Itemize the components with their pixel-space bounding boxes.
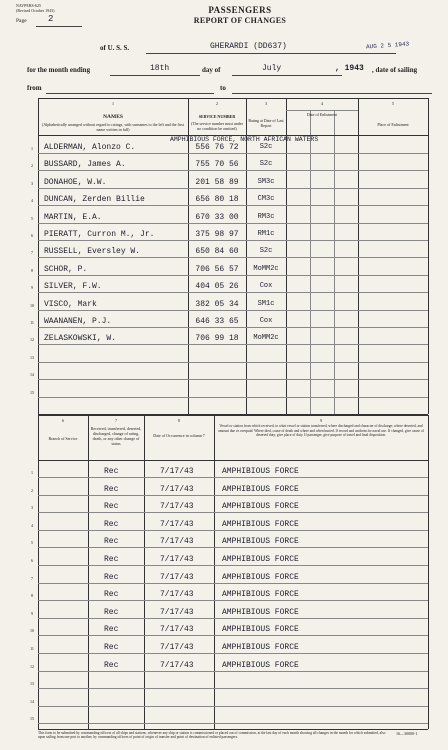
row-date: 7/17/43 [160,537,194,547]
row-disposition: AMPHIBIOUS FORCE [222,502,299,512]
row-number: 4 [31,198,33,204]
row-date: 7/17/43 [160,590,194,600]
row-rule [38,671,428,672]
row-service-number: 706 56 57 [195,264,239,274]
form-code: NAVPERS-625 [16,3,42,8]
col2-title: SERVICE NUMBER [198,114,236,119]
row-number: 10 [30,302,34,308]
row-number: 11 [30,320,34,325]
row-rating: SM1c [257,299,275,308]
row-number: 10 [30,628,34,634]
col2-note: (The service number must under no condition be omitted) [191,121,243,131]
row-date: 7/17/43 [160,572,194,582]
row-status: Rec [104,555,119,564]
uss-label: of U. S. S. [100,44,130,52]
row-date: 7/17/43 [160,607,194,617]
row-status: Rec [104,607,119,617]
bottom-table-bottom [38,729,428,730]
row-rating: MoMM2c [253,264,279,273]
row-disposition: AMPHIBIOUS FORCE [222,625,299,635]
row-status: Rec [104,502,119,512]
row-service-number: 201 58 89 [195,177,239,187]
sailing-label: , date of sailing [372,66,418,74]
row-name: PIERATT, Curron M., Jr. [44,230,155,239]
col3-num: 3 [265,101,267,106]
col5-title: Place of Enlistment [377,122,409,127]
row-disposition: AMPHIBIOUS FORCE [222,643,299,652]
row-rating: CM3c [257,195,275,204]
page-number: 2 [48,14,54,24]
row-rule [38,583,428,584]
month-value: July [262,64,282,73]
row-rule [38,547,428,548]
row-number: 12 [30,663,34,669]
row-number: 7 [31,575,33,581]
row-disposition: AMPHIBIOUS FORCE [222,467,299,476]
row-disposition: AMPHIBIOUS FORCE [222,607,299,617]
row-number: 7 [31,250,33,256]
row-name: SILVER, F.W. [44,282,102,292]
row-number: 8 [31,267,33,273]
row-date: 7/17/43 [160,484,194,494]
row-name: RUSSELL, Eversley W. [44,247,141,257]
row-number: 3 [31,505,33,511]
row-rule [38,477,428,478]
from-label: from [27,84,42,92]
bottom-header-rule [38,460,428,461]
row-rule [38,530,428,531]
row-number: 5 [31,540,33,546]
col8-num: 8 [178,418,180,423]
row-number: 5 [31,215,33,221]
row-name: ALDERMAN, Alonzo C. [44,143,136,152]
row-rule [38,635,428,636]
row-status: Rec [104,660,119,670]
row-number: 13 [30,681,34,687]
row-service-number: 670 33 00 [195,212,239,222]
row-disposition: AMPHIBIOUS FORCE [222,590,299,600]
bottom-col-rule [88,415,89,729]
row-rule [38,495,428,496]
row-number: 1 [31,470,33,475]
to-label: to [220,84,226,92]
col6-title: Branch of Service [48,436,78,441]
col9-num: 9 [320,418,322,423]
row-number: 6 [31,558,33,563]
col2-num: 2 [216,101,218,106]
row-name: MARTIN, E.A. [44,212,102,222]
row-name: ZELASKOWSKI, W. [44,334,117,344]
bottom-col-rule [428,415,429,729]
row-rule [38,723,428,724]
row-number: 8 [31,593,33,599]
month-label: for the month ending [27,66,91,74]
row-rating: RM1c [257,230,275,238]
col1-title: NAMES [103,114,123,120]
row-rule [38,653,428,654]
row-number: 11 [30,646,34,651]
row-rule [38,688,428,689]
row-service-number: 656 80 18 [195,195,239,205]
row-rating: Cox [259,282,273,291]
row-name: SCHOR, P. [44,264,88,274]
row-status: Rec [104,519,119,529]
page-label: Page [16,18,27,24]
row-status: Rec [104,625,119,635]
row-number: 15 [30,389,34,395]
row-service-number: 646 33 65 [195,317,239,326]
row-name: BUSSARD, James A. [44,160,126,170]
row-rating: S2c [259,143,273,151]
col8-title: Date of Occurrence in column 7 [153,433,205,438]
row-disposition: AMPHIBIOUS FORCE [222,519,299,529]
row-rule [38,565,428,566]
row-rule [38,600,428,601]
row-rating: Cox [259,317,273,325]
row-service-number: 706 99 18 [195,334,239,344]
row-date: 7/17/43 [160,467,194,476]
col4-num: 4 [321,101,323,106]
ship-name: GHERARDI (DD637) [210,42,287,51]
row-number: 6 [31,233,33,238]
row-rule [38,512,428,513]
col1-num: 1 [112,101,114,106]
row-disposition: AMPHIBIOUS FORCE [222,572,299,582]
row-rating: S2c [259,160,273,169]
row-status: Rec [104,643,119,652]
row-service-number: 650 84 60 [195,247,239,257]
row-date: 7/17/43 [160,625,194,635]
row-status: Rec [104,484,119,494]
row-number: 1 [31,146,33,151]
col7-title: Received, transferred, deserted, discharged, change of rating, death, or any other change of status [90,426,142,446]
row-service-number: 755 70 56 [195,160,239,170]
row-rule [38,618,428,619]
year-value: , 1943 [335,64,364,73]
row-status: Rec [104,467,119,476]
received-stamp: AUG 2 5 1943 [365,40,410,51]
form-subtitle: REPORT OF CHANGES [193,16,287,25]
row-number: 15 [30,716,34,722]
row-name: WAANANEN, P.J. [44,317,112,326]
row-number: 13 [30,354,34,360]
row-number: 12 [30,337,34,343]
row-number: 2 [31,487,33,493]
form-revised: (Revised October 1943) [16,8,55,13]
row-name: VISCO, Mark [44,299,97,309]
col7-num: 7 [115,418,117,423]
col3-title: Rating at Date of Last Report [248,118,284,128]
col6-num: 6 [62,418,64,423]
row-date: 7/17/43 [160,643,194,652]
bottom-col-rule [214,415,215,729]
row-disposition: AMPHIBIOUS FORCE [222,484,299,494]
row-rating: SM3c [257,177,275,186]
row-service-number: 382 05 34 [195,299,239,309]
row-number: 3 [31,180,33,186]
bottom-table-border [38,415,428,416]
row-number: 14 [30,372,34,378]
row-disposition: AMPHIBIOUS FORCE [222,660,299,670]
footer-code: 16—30000-1 [396,731,418,736]
day-label: day of [202,66,221,74]
row-name: DUNCAN, Zerden Billie [44,195,145,205]
col5-num: 5 [392,101,394,106]
row-rule [38,706,428,707]
col4-title: Date of Enlistment [306,112,338,117]
row-service-number: 556 76 72 [195,143,239,152]
row-date: 7/17/43 [160,555,194,564]
day-value: 18th [150,64,170,73]
row-number: 9 [31,610,33,616]
row-date: 7/17/43 [160,519,194,529]
row-service-number: 404 05 26 [195,282,239,292]
row-rating: S2c [259,247,273,256]
row-number: 14 [30,698,34,704]
row-rating: MoMM2c [253,334,279,343]
col1-note: (Alphabetically arranged without regard to ratings, with surnames to the left and the first name written in full) [42,122,184,132]
row-disposition: AMPHIBIOUS FORCE [222,537,299,547]
row-number: 2 [31,163,33,169]
form-title: PASSENGERS [208,5,272,15]
footer-note: This form to be submitted by commanding officers of all ships and stations, whenever any ship or station is commissioned or placed out of commission, at the last day of each month showing all changes in the month for which submitted, also upon sailing from one port to another, by commanding officers of point of origin of transfer and point of destination of enlisted passengers. [38,731,386,740]
row-rating: RM3c [257,212,275,221]
row-date: 7/17/43 [160,502,194,512]
bottom-col-rule [144,415,145,729]
row-number: 9 [31,285,33,291]
row-date: 7/17/43 [160,660,194,670]
bottom-col-rule [38,415,39,729]
row-service-number: 375 98 97 [195,230,239,239]
row-status: Rec [104,572,119,582]
row-disposition: AMPHIBIOUS FORCE [222,555,299,564]
row-name: DONAHOE, W.W. [44,177,107,187]
section-heading: AMPHIBIOUS FORCE, NORTH AFRICAN WATERS [170,136,319,143]
col9-title: Vessel or station from which received, to what vessel or station transferred, where discharged and character of discharge; where deserted, and amount due or overpaid. Where died, cause of death and where and when buried. If record and uniform for naval use. If changed, give cause of deserted duty, give place of duty. If passenger, give purpose of travel and final disposition. [218,424,424,437]
row-status: Rec [104,537,119,547]
row-status: Rec [104,590,119,600]
row-number: 4 [31,522,33,528]
